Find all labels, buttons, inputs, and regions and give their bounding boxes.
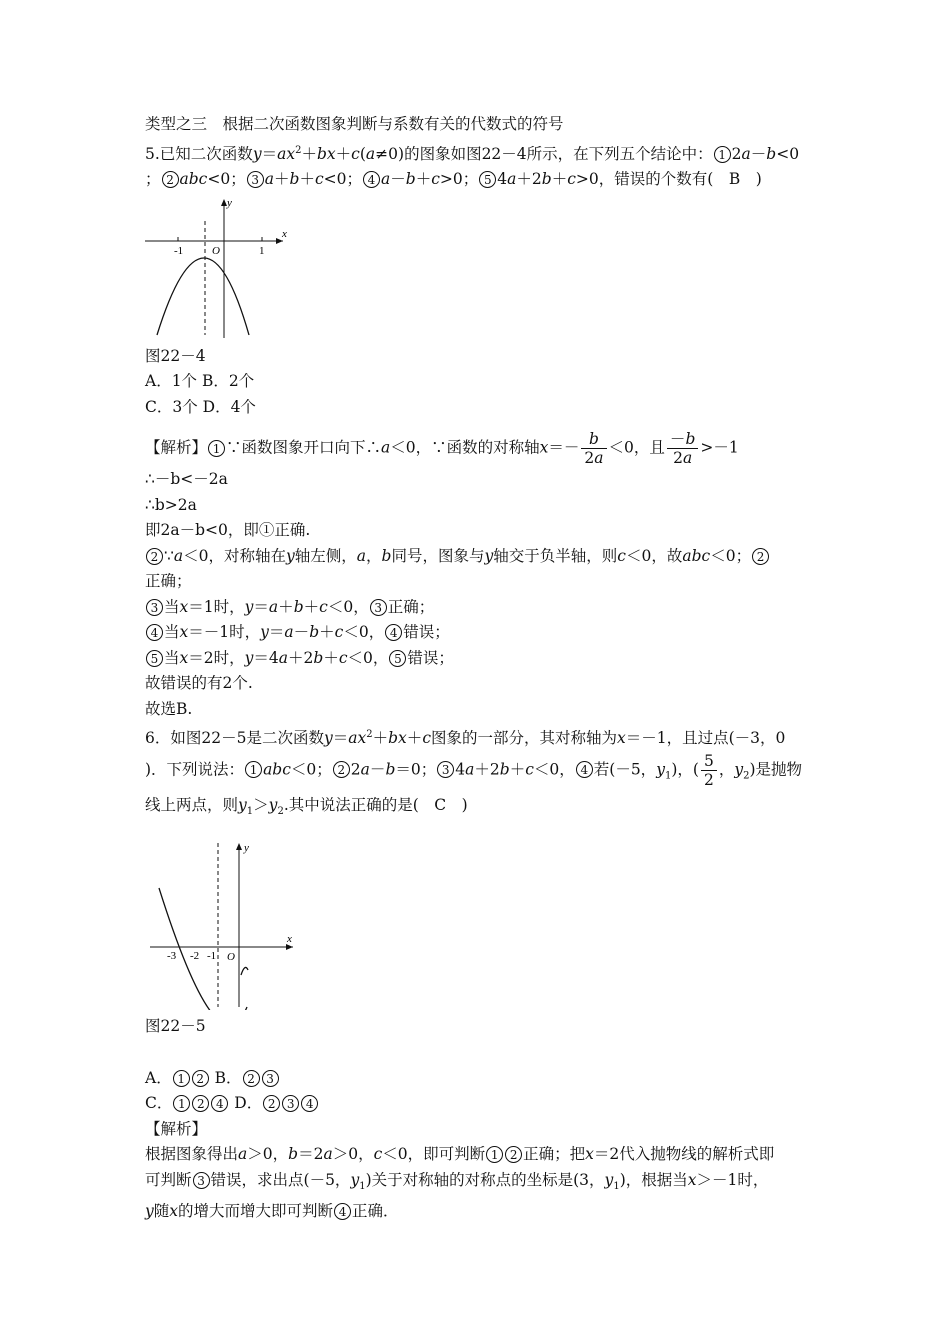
q5-stem-line1: 5.已知二次函数$y=ax^2+bx+c(a\ne 0)$的图象如图22－4所示，在下列五个结论中： 1 2a－b<0 [145,144,800,163]
fig2-y-label: y [244,842,249,854]
section-title: 类型之三 根据二次函数图象判断与系数有关的代数式的符号 [145,115,564,133]
q6-analysis-line2: 可判断 3 错误，求出点(－5，$y_1$)关于对称轴的对称点的坐标是(3，$y_1$)，根据当x＞－1时， [145,1170,769,1192]
q6-analysis-line3: y随x的增大而增大即可判断 4 正确． [145,1202,399,1221]
q5-options-1: A．1个 B．2个 [145,372,255,391]
q6-stem-line2: )．下列说法： 1 abc＜0； 2 2a－b＝0； 3 4a＋2b＋c＜0， 4 若(－5，$y_1$)，( $\frac{5}{2}$ ，$y_2$)是抛物 [145,751,803,789]
q6-options-1: A． 1 2 B． 2 3 [145,1066,810,1092]
q6-stem-line3: 线上两点，则$y_1>y_2$.其中说法正确的是( C ) [145,796,468,818]
figure-22-5 [145,835,305,1010]
q5-step3: 即2a－b<0，即①正确. [145,521,311,540]
q5-step5: 3 当x＝1时，y＝a＋b＋c＜0， 3 正确； [145,595,810,621]
fig2-x-label: x [287,933,292,945]
fig1-origin-label: O [212,244,220,257]
q5-stem-line2: ； 2 abc<0； 3 a＋b＋c<0； 4 a－b＋c>0； 5 4a＋2b＋c>0，错误的个数有( B ) [145,170,762,189]
fig1-tick-neg1: -1 [174,244,184,257]
document-page [145,112,810,1225]
q6-figure-caption: 图22－5 [145,1017,206,1035]
q5-step9: 故选B. [145,699,193,718]
q5-step7: 5 当x＝2时，y＝4a＋2b＋c＜0， 5 错误； [145,646,810,672]
q6-stem-line1: 6．如图22－5是二次函数$y=ax^2+bx+c$图象的一部分，其对称轴为x＝－1，且过点(－3，0 [145,729,786,748]
q6-options-2: C． 1 2 4 D． 2 3 4 [145,1091,810,1117]
fig1-tick-1: 1 [259,244,265,257]
fig2-tick-neg3: -3 [167,950,177,962]
fig1-y-label: y [227,196,232,209]
fig2-origin-label: O [227,951,235,963]
q6-analysis-line1: 根据图象得出a＞0，b＝2a＞0，c＜0，即可判断 1 2 正确；把x＝2代入抛物线的解析式即 [145,1145,775,1163]
q5-step1: ∴－b<－2a [145,470,228,489]
q5-options-2: C．3个 D．4个 [145,397,256,416]
fig2-tick-neg2: -2 [190,950,200,962]
q5-analysis-line1: 【解析】 1 ∵函数图象开口向下∴a＜0，∵函数的对称轴x＝－ $\frac{b}{2a}$ ＜0，且 $\frac{-b}{2a}$ >－1 [145,430,739,468]
q6-analysis-tag: 【解析】 [145,1119,208,1138]
q5-step6: 4 当x＝－1时，y＝a－b＋c＜0， 4 错误； [145,620,810,646]
q5-figure-caption: 图22－4 [145,346,206,365]
figure-22-4 [145,195,295,340]
fig2-tick-neg1: -1 [207,950,217,962]
q5-step4b: 正确； [145,572,192,591]
q5-step4: 2 ∵a＜0，对称轴在y轴左侧，a，b同号，图象与y轴交于负半轴，则c＜0，故abc＜0； 2 [145,544,810,570]
q5-step8: 故错误的有2个. [145,674,253,693]
fig1-x-label: x [282,227,287,240]
q5-step2: ∴b>2a [145,495,197,514]
